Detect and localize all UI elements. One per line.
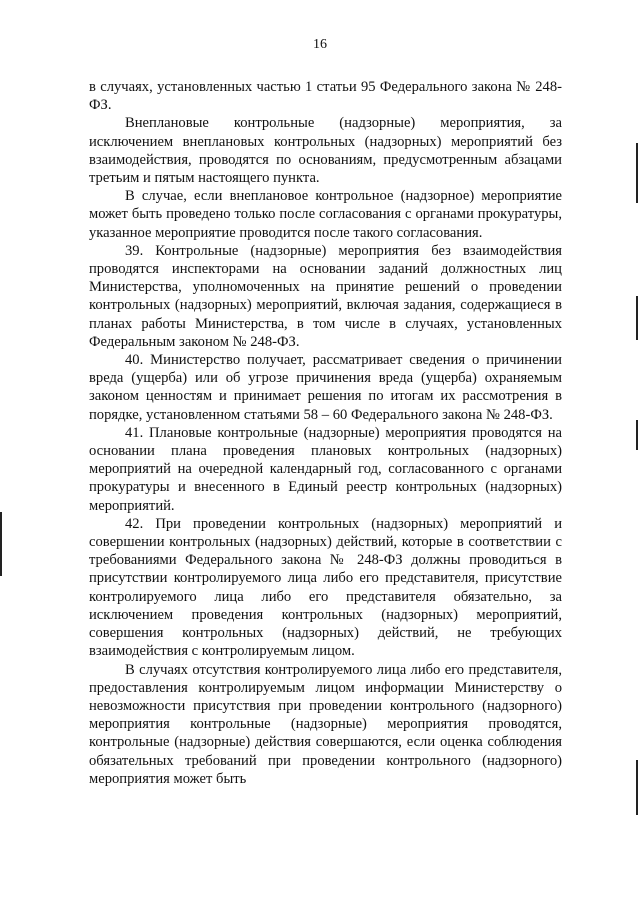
paragraph-item-41: 41. Плановые контрольные (надзорные) мероприятия проводятся на основании плана проведения плановых контрольных (надзорных) мероприятий на очередной календарный год, согласованного с органами прокуратуры и внесенного в Единый реестр контрольных (надзорных) мероприятий.	[89, 424, 562, 514]
paragraph-item-40: 40. Министерство получает, рассматривает сведения о причинении вреда (ущерба) или об угрозе причинения вреда (ущерба) охраняемым законом ценностям и принимает решения по итогам их рассмотрения в порядке, установленном статьями 58 – 60 Федерального закона № 248-ФЗ.	[89, 352, 562, 423]
paragraph-item-42: 42. При проведении контрольных (надзорных) мероприятий и совершении контрольных (надзорных) действий, которые в соответствии с требованиями Федерального закона № 248-ФЗ должны проводиться в присутствии контролируемого лица либо его представителя, присутствие контролируемого лица либо его представителя обязательно, за исключением проведения контрольных (надзорных) мероприятий, совершения контрольных (надзорных) действий, не требующих взаимодействия с контролируемым лицом.	[89, 515, 562, 660]
scan-edge-mark	[636, 296, 638, 340]
page-number: 16	[313, 37, 327, 52]
scan-edge-mark	[0, 512, 2, 576]
document-body	[89, 78, 562, 788]
paragraph: В случаях отсутствия контролируемого лица либо его представителя, предоставления контролируемым лицом информации Министерству о невозможности присутствия при проведении контрольного (надзорного) мероприятия контрольные (надзорные) мероприятия проводятся, контрольные (надзорные) действия совершаются, если оценка соблюдения обязательных требований при проведении контрольного (надзорного) мероприятия может быть	[89, 661, 562, 787]
scan-edge-mark	[636, 420, 638, 450]
paragraph-item-39: 39. Контрольные (надзорные) мероприятия без взаимодействия проводятся инспекторами на основании заданий должностных лиц Министерства, уполномоченных на принятие решений о проведении контрольных (надзорных) мероприятий, включая задания, содержащиеся в планах работы Министерства, в том числе в случаях, установленных Федеральным законом № 248-ФЗ.	[89, 242, 562, 350]
scan-edge-mark	[636, 143, 638, 203]
paragraph: Внеплановые контрольные (надзорные) мероприятия, за исключением внеплановых контрольных (надзорных) мероприятий без взаимодействия, проводятся по основаниям, предусмотренным абзацами третьим и пятым настоящего пункта.	[89, 115, 562, 187]
paragraph: в случаях, установленных частью 1 статьи 95 Федерального закона № 248-ФЗ.	[89, 79, 562, 114]
scan-edge-mark	[636, 760, 638, 815]
paragraph: В случае, если внеплановое контрольное (надзорное) мероприятие может быть проведено только после согласования с органами прокуратуры, указанное мероприятие проводится после такого согласования.	[89, 188, 562, 241]
